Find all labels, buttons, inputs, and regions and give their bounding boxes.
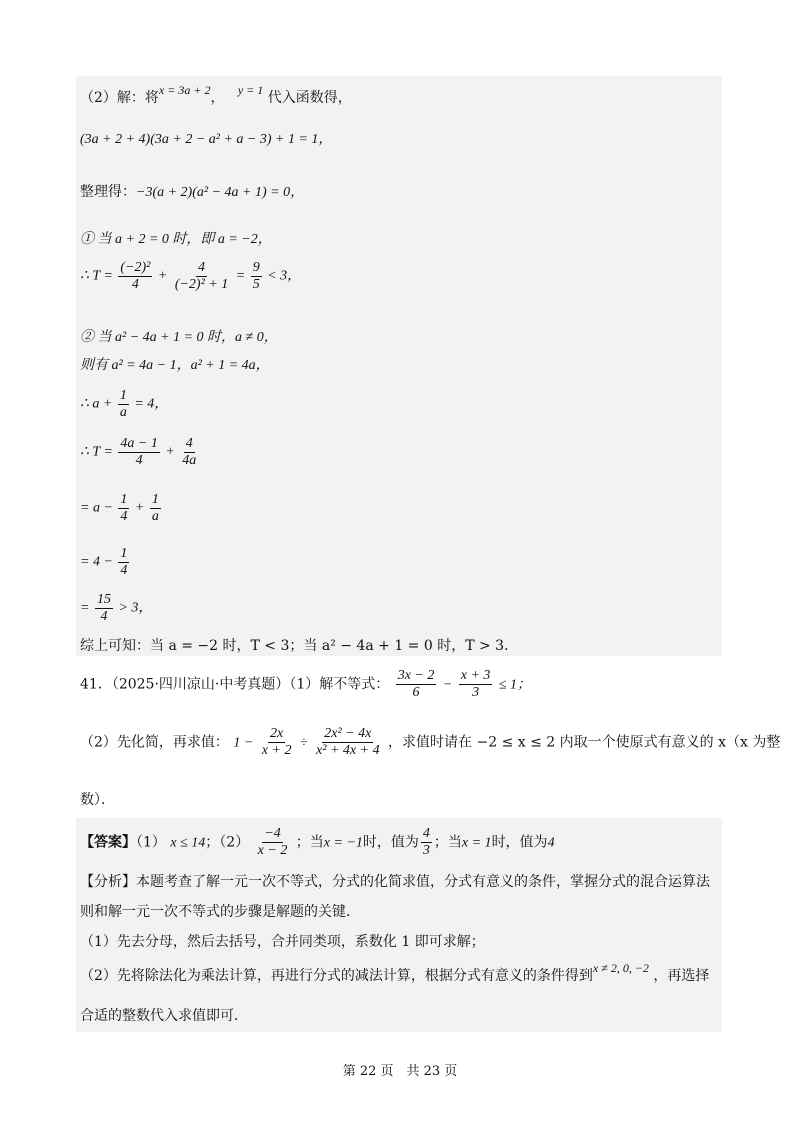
answer-label: 【答案】 (80, 834, 136, 851)
page-footer: 第 22 页 共 23 页 (342, 1064, 458, 1079)
math: 4 (547, 835, 555, 851)
text: （1） (136, 834, 166, 851)
fraction (256, 826, 290, 859)
summary-line: 综上可知：当 a = −2 时，T < 3；当 a² − 4a + 1 = 0 时，T > 3． (80, 638, 519, 654)
den: 4 (120, 563, 128, 578)
num: 3x − 2 (397, 668, 435, 683)
math: ÷ (299, 735, 308, 751)
den: x² + 4x + 4 (316, 743, 380, 758)
text: ，求值时请在 −2 ≤ x ≤ 2 内取一个使原式有意义的 x（x 为整 (388, 734, 781, 751)
fraction (459, 668, 493, 701)
text: ，再选择 (653, 968, 710, 984)
text: ；当 (433, 834, 462, 851)
fraction (95, 592, 113, 625)
math: x = −1 (323, 835, 363, 851)
fraction (260, 726, 294, 759)
num: 9 (252, 260, 260, 275)
math: + (165, 444, 175, 460)
fraction (118, 260, 152, 293)
analysis-line-5: 合适的整数代入求值即可． (80, 1008, 248, 1024)
num: 4 (185, 436, 193, 451)
fraction (180, 436, 198, 469)
math: = 4， (134, 396, 169, 412)
math: x = 1 (461, 835, 492, 851)
text: 时，值为 (362, 834, 419, 851)
num: 4 (422, 826, 430, 841)
fraction (173, 260, 230, 293)
q41-line-1 (80, 668, 531, 708)
num: 2x² − 4x (324, 726, 372, 741)
analysis-line-1: 【分析】本题考查了解一元一次不等式，分式的化简求值，分式有意义的条件，掌握分式的混合运算法 (80, 874, 710, 890)
text: （2）解：将 (80, 90, 159, 106)
sol-line-1 (80, 83, 352, 108)
den: x + 2 (261, 743, 292, 758)
q41-line-2 (80, 726, 780, 766)
math: + (134, 500, 145, 516)
math: ≤ 1； (498, 677, 532, 693)
answer-line (80, 826, 555, 866)
den: x − 2 (257, 843, 288, 858)
math: 1 − (233, 735, 254, 751)
text: （2）先化简，再求值： (80, 734, 229, 751)
math: < 3， (267, 268, 302, 284)
fraction (314, 726, 382, 759)
case1-T-line (80, 260, 301, 300)
num: 1 (119, 388, 127, 403)
fraction (421, 826, 432, 859)
math: y = 1 (237, 83, 264, 97)
math: > 3， (118, 600, 153, 616)
case2-line-d (80, 436, 200, 474)
fraction (118, 388, 129, 421)
num: 4 (198, 260, 206, 275)
num: 4a − 1 (120, 436, 158, 451)
num: 2x (270, 726, 284, 741)
den: 4 (135, 453, 143, 468)
den: 4a (182, 453, 197, 468)
math: −3(a + 2)(a² − 4a + 1) = 0， (136, 185, 305, 200)
fraction (251, 260, 262, 293)
case2-line-c (80, 388, 168, 426)
fraction (118, 492, 129, 525)
math: ∴ a + (80, 396, 113, 412)
num: 1 (120, 546, 128, 561)
den: a (119, 405, 127, 420)
den: 4 (131, 277, 139, 292)
math: = (235, 268, 246, 284)
num: −4 (264, 826, 281, 841)
math: = a − (80, 500, 113, 516)
den: 3 (472, 685, 480, 700)
sol-line-3 (80, 182, 304, 203)
math: − (442, 677, 453, 693)
den: a (151, 509, 159, 524)
den: 6 (412, 685, 420, 700)
den: 3 (422, 843, 430, 858)
text: 整理得： (80, 184, 136, 200)
den: (−2)² + 1 (174, 277, 229, 292)
case2-line-b: 则有 a² = 4a − 1，a² + 1 = 4a， (80, 358, 270, 373)
math: = (80, 600, 90, 616)
text: ， (210, 90, 225, 106)
analysis-line-2: 则和解一元一次不等式的步骤是解题的关键． (80, 904, 360, 920)
math: ∴ T = (80, 268, 113, 284)
fraction (118, 436, 159, 469)
text: ；当 (295, 834, 324, 851)
step-1 (80, 492, 163, 530)
den: 5 (252, 277, 260, 292)
math: + (157, 268, 168, 284)
case1-line: ① 当 a + 2 = 0 时，即 a = −2， (80, 232, 272, 247)
num: 1 (151, 492, 159, 507)
text: 代入函数得， (267, 90, 352, 106)
analysis-line-3: （1）先去分母，然后去括号，合并同类项，系数化 1 即可求解； (80, 934, 485, 950)
fraction (150, 492, 161, 525)
math: x ≤ 14 (170, 835, 206, 851)
fraction (396, 668, 437, 701)
math: = 4 − (80, 554, 113, 570)
analysis-line-4 (80, 961, 710, 986)
sol-line-2: (3a + 2 + 4)(3a + 2 − a² + a − 3) + 1 = 1， (80, 132, 333, 147)
text: （2）先将除法化为乘法计算，再进行分式的减法计算，根据分式有意义的条件得到 (80, 968, 593, 984)
num: x + 3 (460, 668, 491, 683)
q41-line-3: 数）． (80, 792, 115, 808)
text: ；（2） (205, 834, 250, 851)
case2-line: ② 当 a² − 4a + 1 = 0 时，a ≠ 0， (80, 330, 278, 345)
step-2 (80, 546, 131, 584)
num: (−2)² (120, 260, 151, 275)
question-head: 41．（2025·四川凉山·中考真题）（1）解不等式： (80, 676, 390, 693)
math: ∴ T = (80, 444, 113, 460)
den: 4 (120, 509, 128, 524)
num: 1 (120, 492, 128, 507)
den: 4 (100, 609, 108, 624)
num: 15 (96, 592, 111, 607)
math: x = 3a + 2 (158, 83, 211, 97)
fraction (118, 546, 129, 579)
step-3 (80, 592, 152, 630)
text: 时，值为 (491, 834, 548, 851)
math: x ≠ 2, 0, −2 (592, 961, 649, 975)
